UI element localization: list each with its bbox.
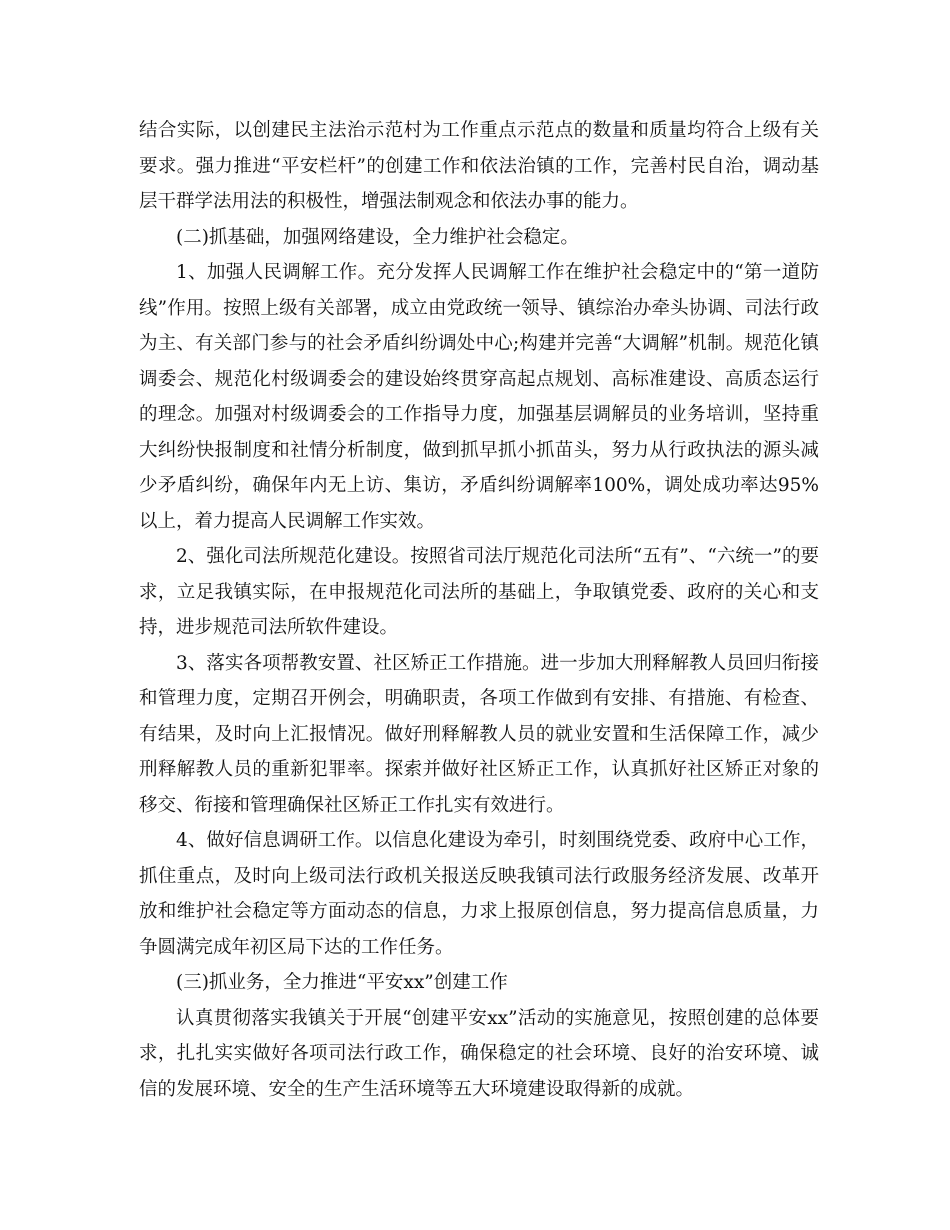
paragraph-item-3: 3、落实各项帮教安置、社区矫正工作措施。进一步加大刑释解教人员回归衔接和管理力度，定期召开例会，明确职责，各项工作做到有安排、有措施、有检查、有结果，及时向上汇报情况。做好刑释解教人员的就业安置和生活保障工作，减少刑释解教人员的重新犯罪率。探索并做好社区矫正工作，认真抓好社区矫正对象的移交、衔接和管理确保社区矫正工作扎实有效进行。 [139, 652, 819, 816]
paragraph-item-1: 1、加强人民调解工作。充分发挥人民调解工作在维护社会稳定中的“第一道防线”作用。按照上级有关部署，成立由党政统一领导、镇综治办牵头协调、司法行政为主、有关部门参与的社会矛盾纠纷调处中心;构建并完善“大调解”机制。规范化镇调委会、规范化村级调委会的建设始终贯穿高起点规划、高标准建设、高质态运行的理念。加强对村级调委会的工作指导力度，加强基层调解员的业务培训，坚持重大纠纷快报制度和社情分析制度，做到抓早抓小抓苗头，努力从行政执法的源头减少矛盾纠纷，确保年内无上访、集访，矛盾纠纷调解率100%，调处成功率达95%以上，着力提高人民调解工作实效。 [139, 262, 819, 532]
paragraph-item-4: 4、做好信息调研工作。以信息化建设为牵引，时刻围绕党委、政府中心工作，抓住重点，及时向上级司法行政机关报送反映我镇司法行政服务经济发展、改革开放和维护社会稳定等方面动态的信息，力求上报原创信息，努力提高信息质量，力争圆满完成年初区局下达的工作任务。 [139, 830, 819, 958]
document-body [139, 113, 819, 1107]
section-heading-2: (二)抓基础，加强网络建设，全力维护社会稳定。 [176, 226, 579, 248]
paragraph-item-2: 2、强化司法所规范化建设。按照省司法厅规范化司法所“五有”、“六统一”的要求，立足我镇实际，在申报规范化司法所的基础上，争取镇党委、政府的关心和支持，进步规范司法所软件建设。 [139, 546, 819, 638]
section-heading-3: (三)抓业务，全力推进“平安xx”创建工作 [176, 972, 508, 993]
paragraph-continuation: 结合实际，以创建民主法治示范村为工作重点示范点的数量和质量均符合上级有关要求。强力推进“平安栏杆”的创建工作和依法治镇的工作，完善村民自治，调动基层干群学法用法的积极性，增强法制观念和依法办事的能力。 [139, 120, 819, 212]
paragraph-section-3: 认真贯彻落实我镇关于开展“创建平安xx”活动的实施意见，按照创建的总体要求，扎扎实实做好各项司法行政工作，确保稳定的社会环境、良好的治安环境、诚信的发展环境、安全的生产生活环境等五大环境建设取得新的成就。 [139, 1007, 819, 1100]
